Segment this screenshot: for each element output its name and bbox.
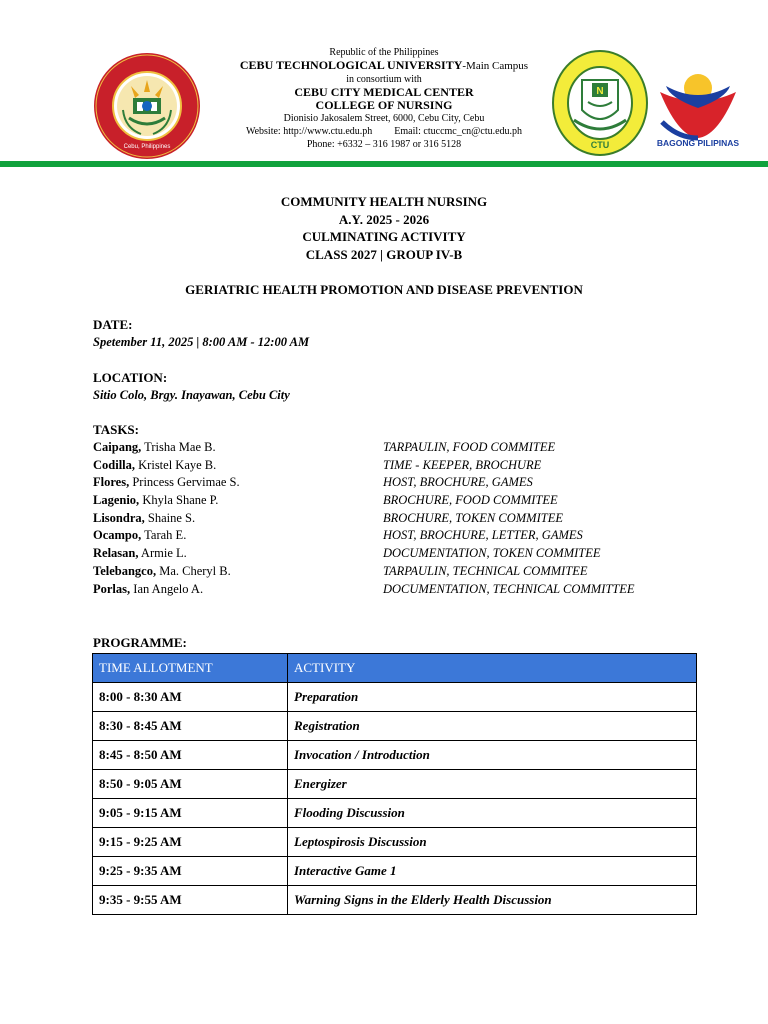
member-given-name: Shaine S.: [144, 510, 196, 525]
letterhead: [0, 0, 768, 170]
member-given-name: Tarah E.: [141, 528, 187, 543]
time-cell: 9:05 - 9:15 AM: [93, 799, 288, 828]
time-cell: 8:50 - 9:05 AM: [93, 770, 288, 799]
date-label: DATE:: [93, 317, 133, 332]
member-role: HOST, BROCHURE, LETTER, GAMES: [383, 528, 583, 543]
activity-cell: Preparation: [288, 683, 697, 712]
list-item: [93, 546, 713, 564]
list-item: [93, 528, 713, 546]
member-surname: Codilla,: [93, 457, 136, 472]
member-given-name: Ma. Cheryl B.: [156, 563, 231, 578]
list-item: [93, 458, 713, 476]
list-item: [93, 564, 713, 582]
member-role: BROCHURE, FOOD COMMITEE: [383, 493, 558, 508]
time-cell: 9:25 - 9:35 AM: [93, 857, 288, 886]
time-cell: 8:45 - 8:50 AM: [93, 741, 288, 770]
ctu-seal-subtext: Cebu, Philippines: [123, 144, 171, 150]
member-surname: Lisondra,: [93, 510, 145, 525]
list-item: [93, 493, 713, 511]
member-surname: Lagenio,: [93, 493, 140, 508]
member-name: [93, 528, 186, 543]
ccmc-nursing-seal-logo: [552, 50, 648, 156]
activity-title: CULMINATING ACTIVITY: [302, 229, 466, 244]
member-name: [93, 546, 187, 561]
list-item: [93, 440, 713, 458]
consortium-line: in consortium with: [346, 74, 422, 85]
member-given-name: Trisha Mae B.: [141, 440, 216, 454]
activity-cell: Energizer: [288, 770, 697, 799]
member-surname: Flores,: [93, 475, 130, 490]
activity-header: ACTIVITY: [288, 654, 697, 683]
table-row: [93, 712, 697, 741]
contact-line: [214, 125, 554, 138]
activity-cell: Interactive Game 1: [288, 857, 697, 886]
document-titles: [0, 193, 768, 263]
ctu-seal-logo: [93, 52, 201, 160]
member-given-name: Armie L.: [138, 546, 187, 561]
address-line: Dionisio Jakosalem Street, 6000, Cebu City, Cebu: [283, 113, 485, 124]
member-role: HOST, BROCHURE, GAMES: [383, 475, 533, 490]
phone-line: Phone: +6332 – 316 1987 or 316 5128: [306, 139, 462, 150]
location-value: Sitio Colo, Brgy. Inayawan, Cebu City: [93, 388, 290, 402]
website-link[interactable]: Website: http://www.ctu.edu.ph: [245, 126, 373, 137]
programme-label: PROGRAMME:: [93, 635, 187, 650]
list-item: [93, 582, 713, 600]
table-row: [93, 741, 697, 770]
university-title: CEBU TECHNOLOGICAL UNIVERSITY: [239, 58, 463, 72]
member-role: TIME - KEEPER, BROCHURE: [383, 457, 542, 472]
time-cell: 8:00 - 8:30 AM: [93, 683, 288, 712]
time-cell: 9:15 - 9:25 AM: [93, 828, 288, 857]
medical-center-name: CEBU CITY MEDICAL CENTER: [294, 85, 474, 99]
table-row: [93, 828, 697, 857]
activity-cell: Warning Signs in the Elderly Health Discussion: [288, 886, 697, 915]
member-given-name: Ian Angelo A.: [130, 581, 204, 596]
activity-cell: Flooding Discussion: [288, 799, 697, 828]
programme-table: [92, 653, 697, 915]
time-cell: 9:35 - 9:55 AM: [93, 886, 288, 915]
task-list: [93, 440, 713, 599]
member-role: BROCHURE, TOKEN COMMITEE: [383, 510, 563, 525]
location-label: LOCATION:: [93, 370, 168, 385]
date-value: Spetember 11, 2025 | 8:00 AM - 12:00 AM: [93, 335, 310, 349]
member-surname: Relasan,: [93, 546, 139, 561]
campus-label: -Main Campus: [462, 60, 529, 72]
member-surname: Porlas,: [93, 581, 131, 596]
member-name: [93, 458, 216, 473]
email-link[interactable]: Email: ctuccmc_cn@ctu.edu.ph: [394, 126, 523, 137]
member-role: DOCUMENTATION, TOKEN COMMITEE: [383, 546, 601, 561]
member-name: [93, 475, 240, 490]
member-role: DOCUMENTATION, TECHNICAL COMMITTEE: [383, 581, 635, 596]
member-given-name: Khyla Shane P.: [139, 493, 219, 508]
table-row: [93, 683, 697, 712]
list-item: [93, 511, 713, 529]
course-title: COMMUNITY HEALTH NURSING: [280, 194, 488, 209]
academic-year: A.Y. 2025 - 2026: [338, 211, 430, 227]
college-name: COLLEGE OF NURSING: [315, 98, 453, 112]
member-surname: Caipang,: [93, 440, 142, 454]
table-row: [93, 799, 697, 828]
member-name: [93, 511, 195, 526]
member-given-name: Princess Gervimae S.: [129, 475, 240, 490]
member-name: [93, 582, 203, 597]
member-role: TARPAULIN, TECHNICAL COMMITEE: [383, 563, 588, 578]
svg-text:N: N: [596, 86, 604, 97]
activity-cell: Leptospirosis Discussion: [288, 828, 697, 857]
table-row: [93, 857, 697, 886]
university-name: [214, 59, 554, 73]
time-cell: 8:30 - 8:45 AM: [93, 712, 288, 741]
member-surname: Ocampo,: [93, 528, 142, 543]
table-row: [93, 770, 697, 799]
bagong-pilipinas-logo: [648, 52, 748, 152]
member-role: TARPAULIN, FOOD COMMITEE: [383, 440, 556, 454]
activity-cell: Invocation / Introduction: [288, 741, 697, 770]
letterhead-text: [214, 46, 554, 151]
tasks-label: TASKS:: [93, 422, 139, 437]
table-row: [93, 886, 697, 915]
member-name: [93, 564, 231, 579]
list-item: [93, 475, 713, 493]
ccmc-seal-subtext: CTU: [590, 140, 610, 150]
time-allotment-header: TIME ALLOTMENT: [93, 654, 288, 683]
class-group: CLASS 2027 | GROUP IV-B: [305, 246, 463, 262]
member-surname: Telebangco,: [93, 563, 157, 578]
member-given-name: Kristel Kaye B.: [135, 457, 217, 472]
member-name: [93, 493, 218, 508]
subject-title: GERIATRIC HEALTH PROMOTION AND DISEASE PREVENTION: [185, 282, 583, 297]
republic-line: Republic of the Philippines: [329, 47, 439, 58]
activity-cell: Registration: [288, 712, 697, 741]
header-divider: [0, 161, 768, 167]
table-header-row: [93, 654, 697, 683]
bagong-pilipinas-text: BAGONG PILIPINAS: [656, 138, 740, 148]
member-name: [93, 440, 216, 455]
